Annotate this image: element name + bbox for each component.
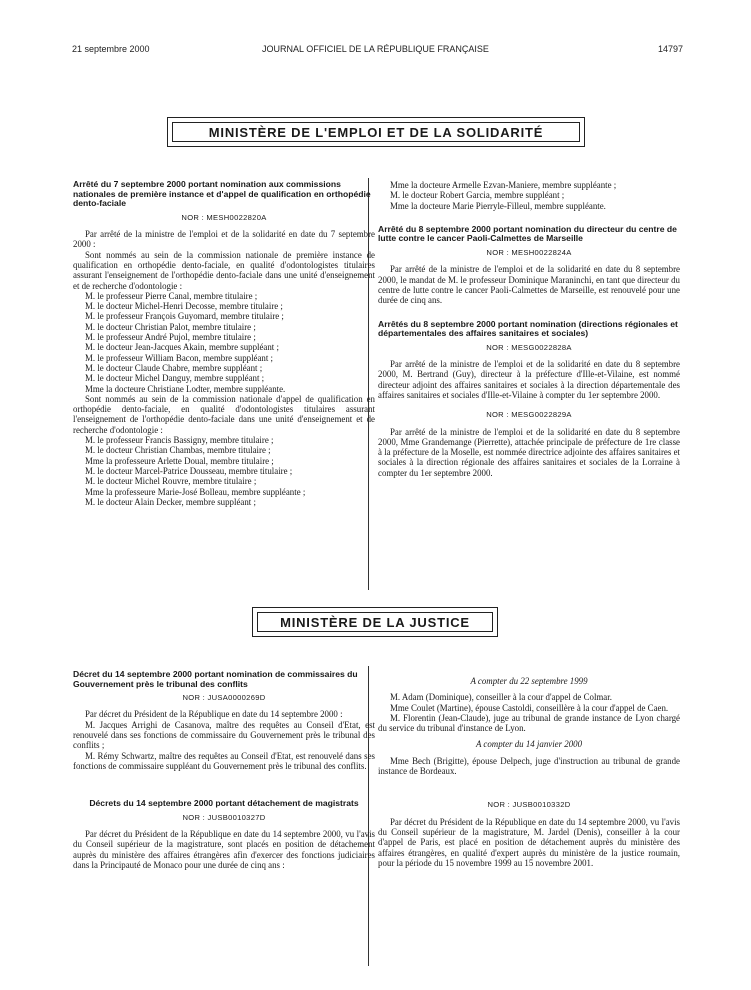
ministry-banner-justice — [252, 607, 498, 637]
nor-reference: NOR : JUSA0000269D — [182, 693, 266, 703]
ministry-title-justice: MINISTÈRE DE LA JUSTICE — [257, 612, 493, 632]
list-item: M. le docteur Robert Garcia, membre suppléant ; — [390, 190, 565, 201]
list-item: M. le docteur Christian Palot, membre titulaire ; — [85, 321, 256, 332]
effective-date: A compter du 22 septembre 1999 — [470, 676, 588, 686]
journal-title: JOURNAL OFFICIEL DE LA RÉPUBLIQUE FRANÇAISE — [262, 44, 489, 54]
list-item: Mme la docteure Marie Pierryle-Filleul, membre suppléante. — [390, 200, 606, 211]
list-item: M. le professeur André Pujol, membre titulaire ; — [85, 332, 256, 343]
list-item: M. le docteur Claude Chabre, membre suppléant ; — [85, 362, 263, 373]
list-item: M. le docteur Michel Danguy, membre suppléant ; — [85, 373, 265, 384]
issue-date: 21 septembre 2000 — [72, 44, 150, 54]
decree-paragraph: M. Florentin (Jean-Claude), juge au tribunal de grande instance de Lyon chargé du service du tribunal d'instance de Lyon. — [378, 712, 680, 734]
decree-paragraph: M. Adam (Dominique), conseiller à la cour d'appel de Colmar. — [390, 692, 612, 703]
list-item: Mme la docteure Christiane Lodter, membre suppléante. — [85, 383, 286, 394]
list-item: M. le docteur Alain Decker, membre suppléant ; — [85, 496, 256, 507]
effective-date: A compter du 14 janvier 2000 — [475, 739, 583, 750]
ministry-banner-emploi — [167, 117, 585, 147]
nor-reference: NOR : MESG0022829A — [486, 410, 572, 420]
decree-paragraph: Mme Bech (Brigitte), épouse Delpech, juge d'instruction au tribunal de grande instance de Bordeaux. — [378, 755, 680, 777]
decree-paragraph: Sont nommés au sein de la commission nationale d'appel de qualification en orthopédie dento-faciale, en qualité d'odontologistes titulaires assurant l'enseignement de l'orthopédie dento-faciale dans une unité d'enseignement et de recherche d'odontologie : — [73, 393, 375, 435]
list-item: Mme la professeure Arlette Doual, membre titulaire ; — [85, 455, 274, 466]
decree-paragraph: Par arrêté de la ministre de l'emploi et de la solidarité en date du 8 septembre 2000, le mandat de M. le professeur Dominique Maraninchi, en tant que directeur du centre de lutte contre le cancer Paoli-Calmettes de Marseille, est renouvelé pour une durée de cinq ans. — [378, 264, 680, 306]
list-item: M. le professeur François Guyomard, membre titulaire ; — [85, 311, 284, 322]
decree-paragraph: Sont nommés au sein de la commission nationale de première instance de qualification en orthopédie dento-faciale, en qualité d'odontologistes titulaires assurant l'enseignement de l'orthopédie dento-faciale dans une unité d'enseignement et de recherche d'odontologie : — [73, 249, 375, 291]
decree-paragraph: Par arrêté de la ministre de l'emploi et de la solidarité en date du 8 septembre 2000, Mme Grandemange (Pierrette), attachée principale de préfecture de 1re classe à la préfecture de la Moselle, est nommée directrice adjointe des affaires sanitaires et sociales à la direction régionale des affaires sanitaires et sociales de la Lorraine à compter du 1er septembre 2000. — [378, 426, 680, 478]
list-item: M. le docteur Michel Rouvre, membre titulaire ; — [85, 476, 257, 487]
emploi-left-column — [73, 180, 375, 507]
list-item: M. le docteur Michel-Henri Decosse, membre titulaire ; — [85, 301, 283, 312]
justice-left-column — [73, 670, 375, 870]
nor-reference: NOR : JUSB0010332D — [487, 800, 571, 810]
decree-intro: Par décret du Président de la République en date du 14 septembre 2000 : — [85, 709, 343, 720]
decree-paragraph: Par décret du Président de la République en date du 14 septembre 2000, vu l'avis du Conseil supérieur de la magistrature, M. Jardel (Denis), conseiller à la cour d'appel de Paris, est placé en position de détachement auprès du ministère des affaires étrangères, en qualité d'expert auprès du ministère de la justice roumain, pour la période du 15 novembre 1999 au 15 novembre 2001. — [378, 816, 680, 868]
nor-reference: NOR : MESG0022828A — [486, 342, 572, 352]
decree-title: Décret du 14 septembre 2000 portant nomination de commissaires du Gouvernement près le tribunal des conflits — [73, 669, 358, 689]
decree-paragraph: Par arrêté de la ministre de l'emploi et de la solidarité en date du 8 septembre 2000, M. Bertrand (Guy), directeur à la préfecture d'Ille-et-Vilaine, est nommé directeur adjoint des affaires sanitaires et sociales à la direction départementale des affaires sanitaires et sociales d'Ille-et-Vilaine à compter du 1er septembre 2000. — [378, 359, 680, 400]
list-item: M. le professeur Pierre Canal, membre titulaire ; — [85, 290, 258, 301]
nor-reference: NOR : MESH0022820A — [181, 212, 267, 222]
decree-paragraph: Mme Coulet (Martine), épouse Castoldi, conseillère à la cour d'appel de Caen. — [390, 702, 669, 713]
justice-right-column — [378, 670, 680, 868]
list-item: M. le professeur William Bacon, membre suppléant ; — [85, 352, 274, 363]
emploi-right-column — [378, 180, 680, 478]
page-number: 14797 — [657, 44, 683, 54]
list-item: M. le docteur Marcel-Patrice Dousseau, membre titulaire ; — [85, 465, 293, 476]
nor-reference: NOR : JUSB0010327D — [182, 812, 266, 822]
decree-title: Arrêtés du 8 septembre 2000 portant nomination (directions régionales et départementales des affaires sanitaires et sociales) — [378, 318, 678, 339]
ministry-title-emploi: MINISTÈRE DE L'EMPLOI ET DE LA SOLIDARITÉ — [172, 122, 580, 142]
nor-reference: NOR : MESH0022824A — [486, 248, 572, 258]
decree-intro: Par arrêté de la ministre de l'emploi et de la solidarité en date du 7 septembre 2000 : — [73, 229, 375, 250]
list-item: Mme la professeure Marie-José Bolleau, membre suppléante ; — [85, 486, 306, 497]
list-item: M. le docteur Christian Chambas, membre titulaire ; — [85, 445, 271, 456]
decree-paragraph: Par décret du Président de la République en date du 14 septembre 2000, vu l'avis du Conseil supérieur de la magistrature, sont placés en position de détachement auprès du ministère des affaires étrangères afin d'exercer des fonctions judiciaires dans la Principauté de Monaco pour une durée de cinq ans : — [73, 829, 375, 871]
decree-title: Décrets du 14 septembre 2000 portant détachement de magistrats — [89, 798, 359, 809]
list-item: Mme la docteure Armelle Ezvan-Maniere, membre suppléante ; — [390, 180, 617, 190]
decree-title: Arrêté du 7 septembre 2000 portant nomination aux commissions nationales de première instance et d'appel de qualification en orthopédie dento-faciale — [73, 179, 371, 209]
decree-paragraph: M. Jacques Arrighi de Casanova, maître des requêtes au Conseil d'Etat, est renouvelé dans ses fonctions de commissaire du Gouvernement près le tribunal des conflits ; — [73, 719, 375, 751]
list-item: M. le professeur Francis Bassigny, membre titulaire ; — [85, 435, 274, 446]
decree-title: Arrêté du 8 septembre 2000 portant nomination du directeur du centre de lutte contre le cancer Paoli-Calmettes de Marseille — [378, 223, 677, 244]
decree-paragraph: M. Rémy Schwartz, maître des requêtes au Conseil d'Etat, est renouvelé dans ses fonctions de commissaire suppléant du Gouvernement près le tribunal des conflits. — [73, 750, 375, 771]
list-item: M. le docteur Jean-Jacques Akain, membre suppléant ; — [85, 342, 279, 353]
